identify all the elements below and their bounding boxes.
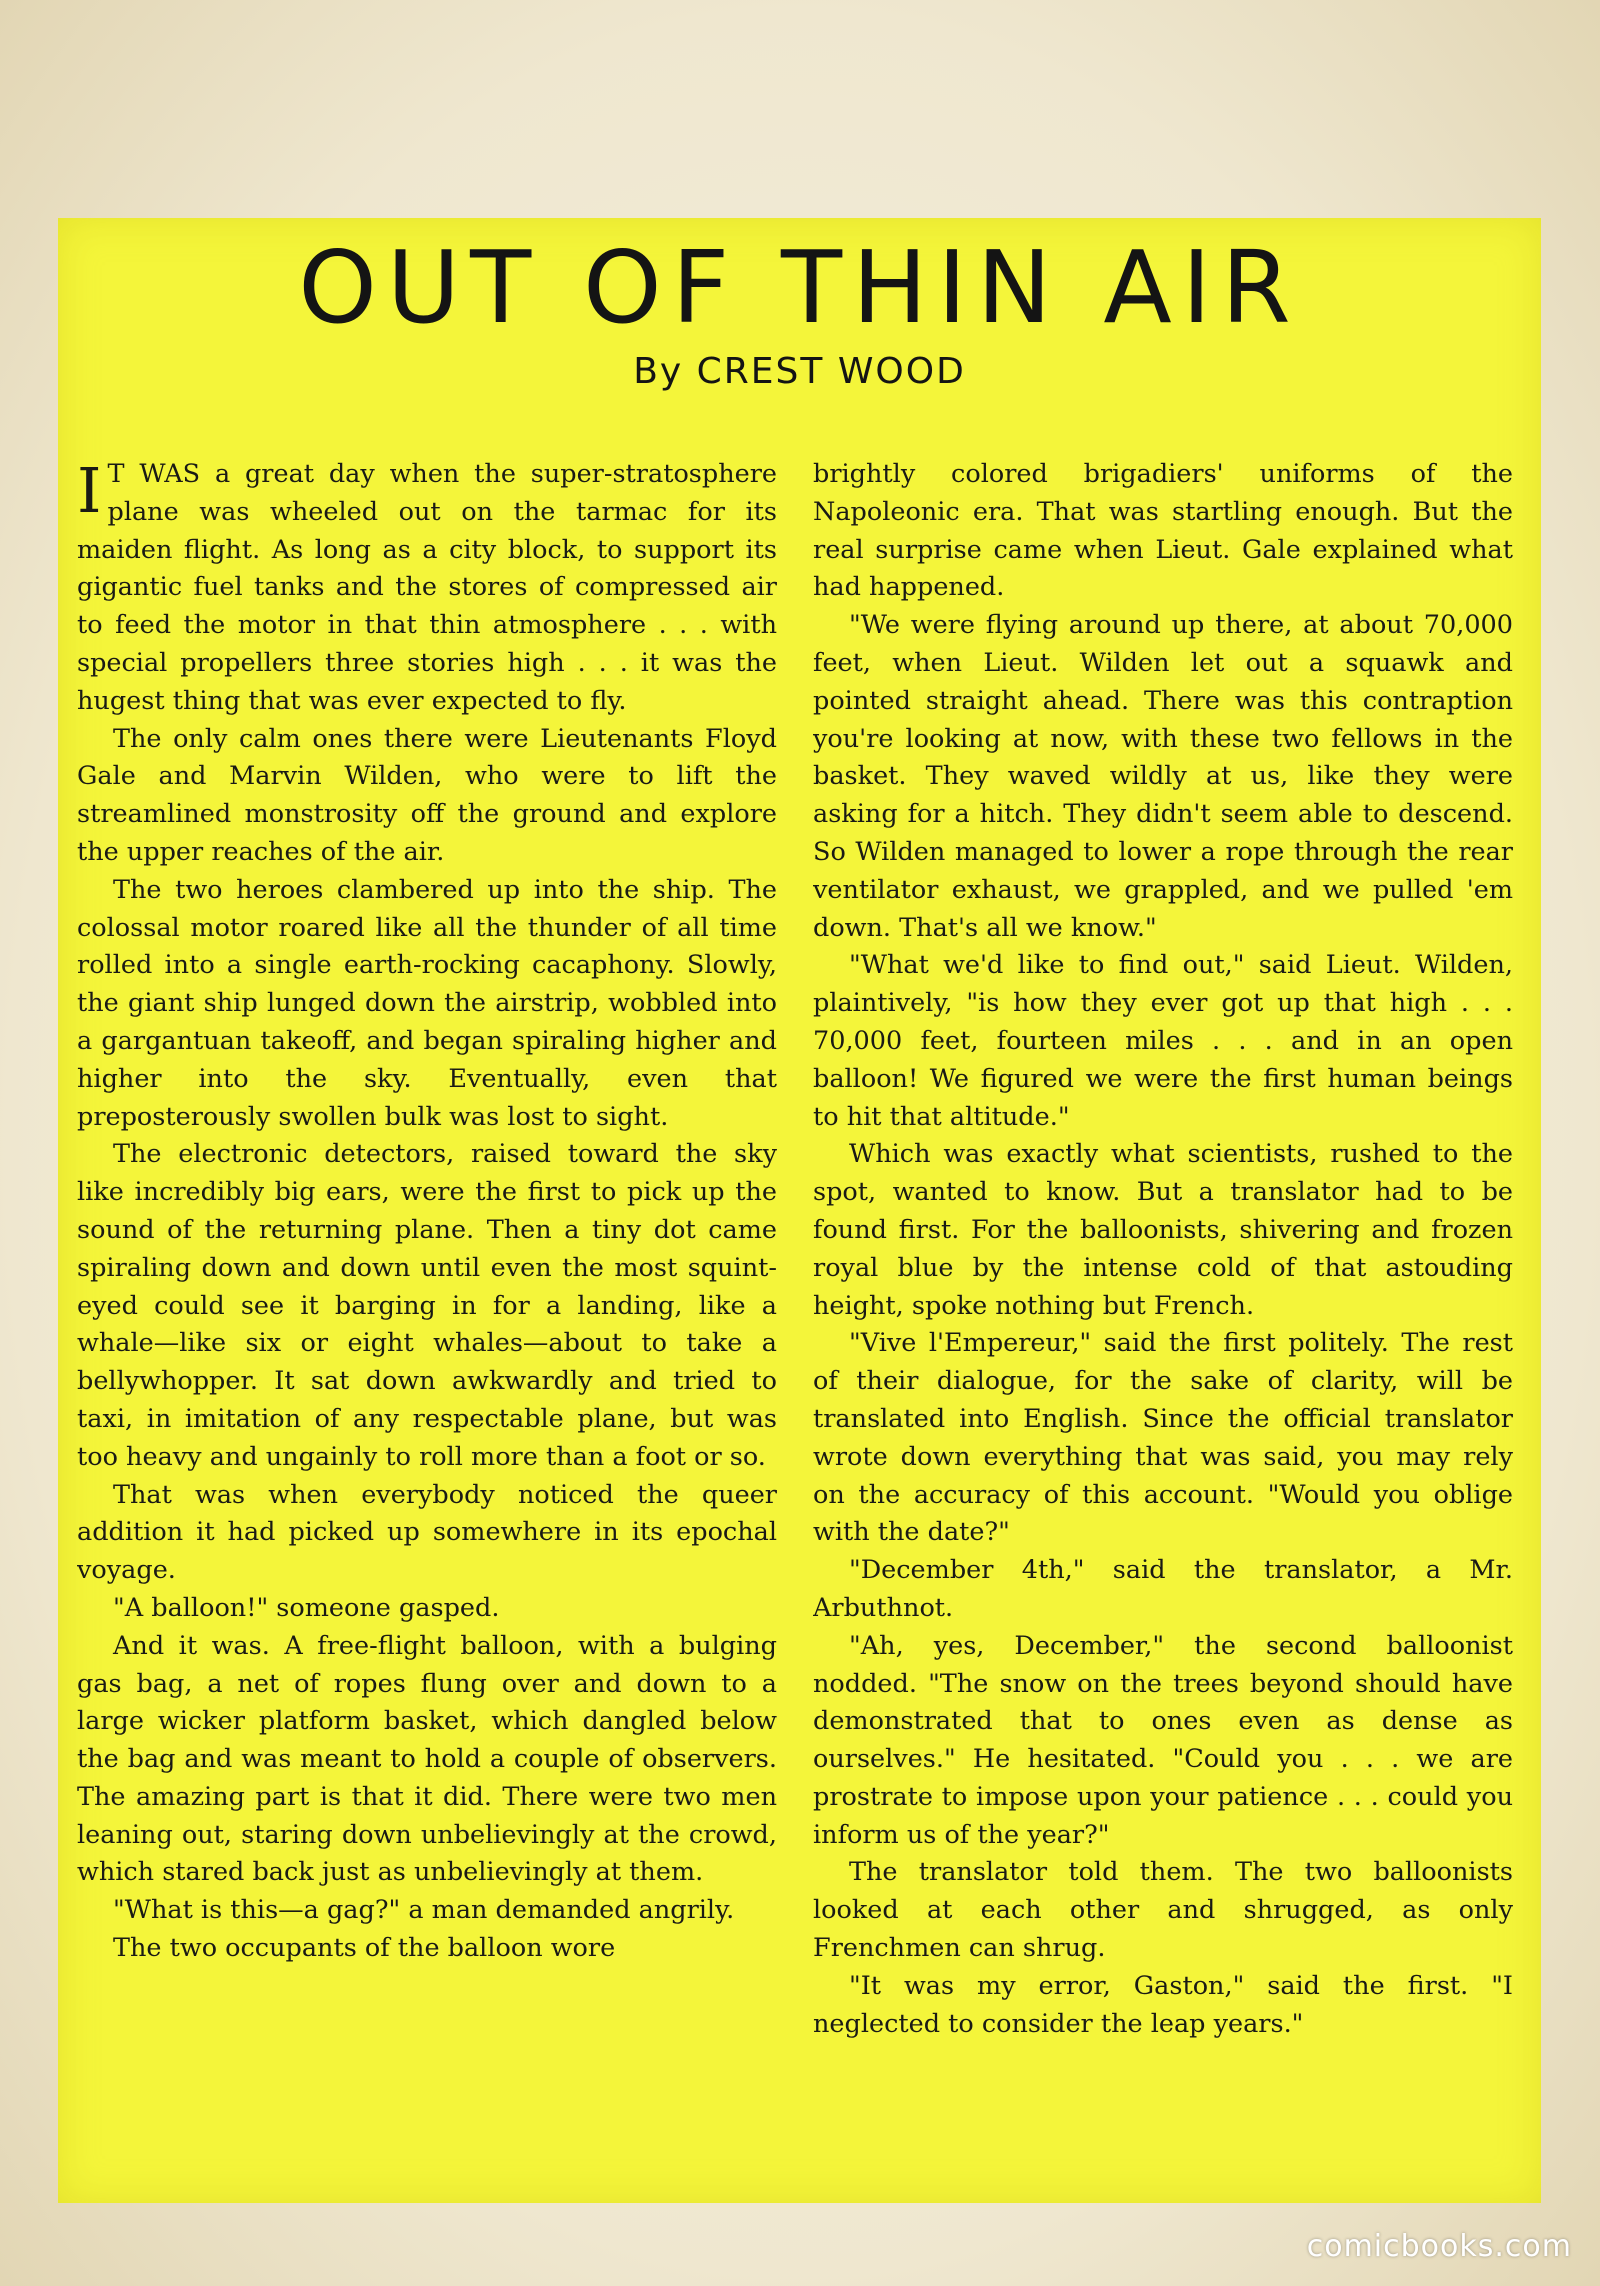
paragraph: The two occupants of the balloon wore xyxy=(113,1933,616,1964)
paragraph: Which was exactly what scientists, rushed to the spot, wanted to know. But a translator had to be found first. For the balloonists, shivering and frozen royal blue by the intense cold of that astouding height, spoke nothing but French. xyxy=(813,1139,1513,1321)
paragraph: "It was my error, Gaston," said the first. "I neglected to consider the leap years." xyxy=(813,1970,1513,2039)
article-columns xyxy=(77,456,1541,2201)
paragraph: "What is this—a gag?" a man demanded angrily. xyxy=(113,1895,735,1926)
paragraph: "December 4th," said the translator, a Mr. Arbuthnot. xyxy=(813,1555,1513,1623)
paragraph: The only calm ones there were Lieutenants Floyd Gale and Marvin Wilden, who were to lift the streamlined monstrosity off the ground and explore the upper reaches of the air. xyxy=(77,723,777,867)
source-watermark: comicbooks.com xyxy=(1306,2229,1572,2264)
article-title: OUT OF THIN AIR xyxy=(298,229,1301,346)
right-column xyxy=(813,456,1513,2201)
paragraph-text: T WAS a great day when the super-stratosphere plane was wheeled out on the tarmac for its maiden flight. As long as a city block, to support its gigantic fuel tanks and the stores of compressed air to feed the motor in that thin atmosphere . . . with special propellers three stories high . . . it was the hugest thing that was ever expected to fly. xyxy=(77,459,777,716)
left-column xyxy=(77,456,777,2201)
paragraph: That was when everybody noticed the queer addition it had picked up somewhere in its epochal voyage. xyxy=(77,1479,777,1586)
paragraph: "A balloon!" someone gasped. xyxy=(113,1592,500,1623)
drop-cap: I xyxy=(77,456,102,527)
paragraph: The translator told them. The two balloonists looked at each other and shrugged, as only Frenchmen can shrug. xyxy=(813,1857,1513,1964)
paragraph: And it was. A free-flight balloon, with a bulging gas bag, a net of ropes flung over and down to a large wicker platform basket, which dangled below the bag and was meant to hold a couple of observers. The amazing part is that it did. There were two men leaning out, staring down unbelievingly at the crowd, which stared back just as unbelievingly at them. xyxy=(77,1630,777,1888)
paragraph: "Vive l'Empereur," said the first politely. The rest of their dialogue, for the sake of clarity, will be translated into English. Since the official translator wrote down everything that was said, you may rely on the accuracy of this account. "Would you oblige with the date?" xyxy=(813,1328,1513,1548)
paragraph xyxy=(77,456,777,721)
article-byline: By CREST WOOD xyxy=(633,351,966,392)
paragraph: The two heroes clambered up into the ship. The colossal motor roared like all the thunder of all time rolled into a single earth-rocking cacaphony. Slowly, the giant ship lunged down the airstrip, wobbled into a gargantuan takeoff, and began spiraling higher and higher into the sky. Eventually, even that preposterously swollen bulk was lost to sight. xyxy=(77,874,777,1132)
paragraph: "We were flying around up there, at about 70,000 feet, when Lieut. Wilden let out a squawk and pointed straight ahead. There was this contraption you're looking at now, with these two fellows in the basket. They waved wildly at us, like they were asking for a hitch. They didn't seem able to descend. So Wilden managed to lower a rope through the rear ventilator exhaust, we grappled, and we pulled 'em down. That's all we know." xyxy=(813,610,1513,943)
paragraph: "What we'd like to find out," said Lieut. Wilden, plaintively, "is how they ever got up that high . . . 70,000 feet, fourteen miles . . . and in an open balloon! We figured we were the first human beings to hit that altitude." xyxy=(813,950,1513,1132)
paragraph: "Ah, yes, December," the second balloonist nodded. "The snow on the trees beyond should have demonstrated that to ones even as dense as ourselves." He hesitated. "Could you . . . we are prostrate to impose upon your patience . . . could you inform us of the year?" xyxy=(813,1630,1513,1850)
paragraph: brightly colored brigadiers' uniforms of the Napoleonic era. That was startling enough. But the real surprise came when Lieut. Gale explained what had happened. xyxy=(813,459,1513,603)
paragraph: The electronic detectors, raised toward the sky like incredibly big ears, were the first to pick up the sound of the returning plane. Then a tiny dot came spiraling down and down until even the most squint-eyed could see it barging in for a landing, like a whale—like six or eight whales—about to take a bellywhopper. It sat down awkwardly and tried to taxi, in imitation of any respectable plane, but was too heavy and ungainly to roll more than a foot or so. xyxy=(77,1139,777,1472)
article-panel xyxy=(58,218,1541,2203)
